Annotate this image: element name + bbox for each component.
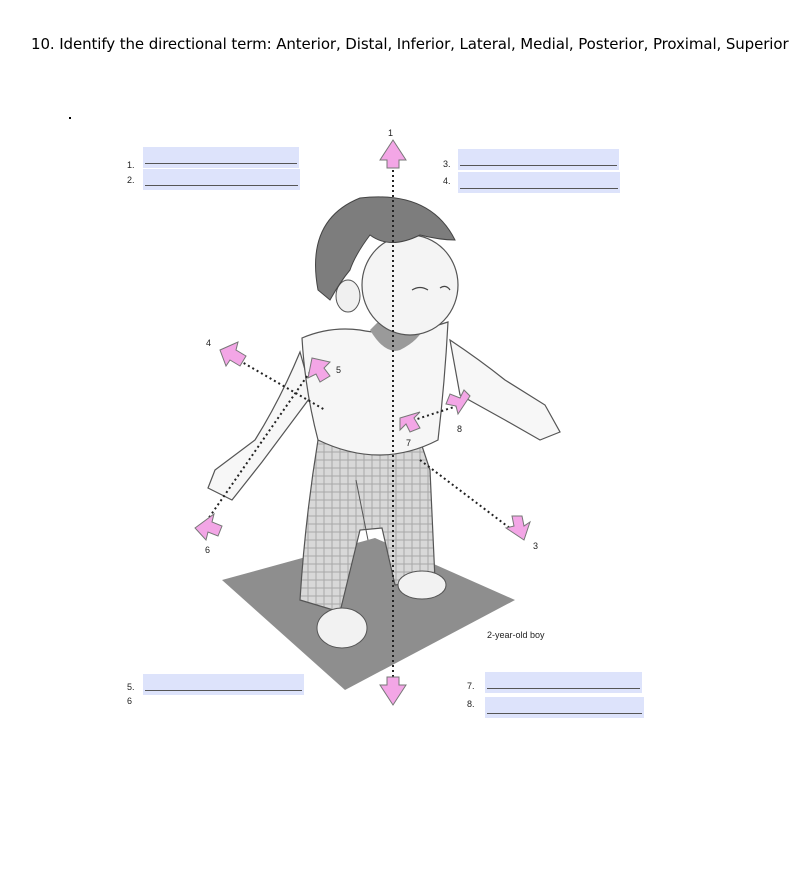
answer-number-4: 4. (443, 176, 451, 186)
arrow-label-3: 3 (533, 541, 539, 551)
question-text: 10. Identify the directional term: Anterior, Distal, Inferior, Lateral, Medial, Posterior, Proximal, Superior (31, 35, 789, 53)
answer-field-7[interactable] (485, 672, 642, 693)
face (362, 235, 458, 335)
answer-number-6: 6 (127, 696, 133, 706)
anatomy-illustration (120, 120, 660, 720)
floor-mat (222, 538, 515, 690)
arrow-8 (446, 390, 470, 414)
arrow-1-superior (380, 140, 406, 168)
left-foot (317, 608, 367, 648)
answer-number-8: 8. (467, 699, 475, 709)
answer-number-2: 2. (127, 175, 135, 185)
arrow-label-8: 8 (457, 424, 463, 434)
answer-field-4[interactable] (458, 172, 620, 193)
answer-field-2[interactable] (143, 169, 300, 190)
arrow-3 (506, 516, 530, 540)
arrow-inferior (380, 677, 406, 705)
arrow-label-4: 4 (206, 338, 212, 348)
answer-number-7: 7. (467, 681, 475, 691)
answer-field-3[interactable] (458, 149, 619, 170)
answer-field-1[interactable] (143, 147, 299, 168)
arrow-6 (195, 514, 222, 540)
arrow-label-7: 7 (406, 438, 412, 448)
right-arm (208, 352, 312, 500)
arrow-label-6: 6 (205, 545, 211, 555)
arrow-label-1: 1 (388, 128, 394, 138)
stray-mark (69, 117, 71, 119)
answer-number-1: 1. (127, 160, 135, 170)
answer-number-5: 5. (127, 682, 135, 692)
answer-field-8[interactable] (485, 697, 644, 718)
answer-field-5[interactable] (143, 674, 304, 695)
figure-caption: 2-year-old boy (487, 630, 545, 640)
answer-number-3: 3. (443, 159, 451, 169)
left-arm (450, 340, 560, 440)
right-foot (398, 571, 446, 599)
shirt (302, 322, 448, 455)
arrow-label-5: 5 (336, 365, 342, 375)
arrow-4 (220, 342, 246, 366)
